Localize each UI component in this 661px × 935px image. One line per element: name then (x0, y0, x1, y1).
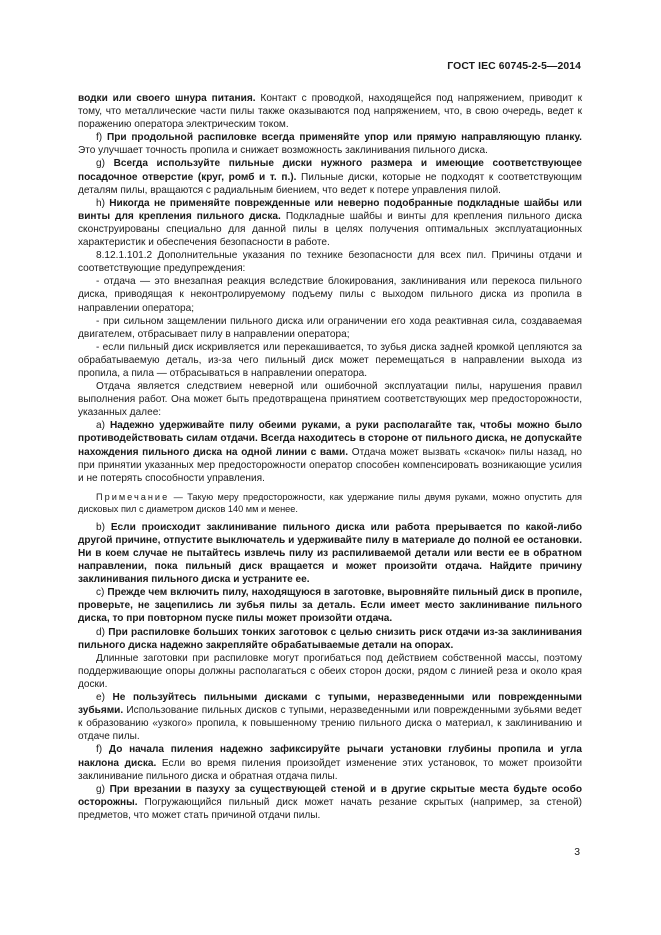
paragraph-kickback: Отдача является следствием неверной или ошибочной эксплуатации пилы, нарушения правил выполнения работ. Она может быть предотвращена принятием соответствующих мер предосторожности, указанных далее: (78, 381, 582, 419)
paragraph-a: a) Надежно удерживайте пилу обеими руками, а руки располагайте так, чтобы можно было противодействовать силам отдачи. Всегда находитесь в стороне от пильного диска, не допускайте нахождения пильного диска на одной линии с вами. Отдача может вызвать «скачок» пилы назад, но при принятии указанных мер предосторожности оператор способен компенсировать возникающие усилия и не потерять способности управления. (78, 420, 583, 484)
paragraph-continuation: водки или своего шнура питания. Контакт с проводкой, находящейся под напряжением, приводит к тому, что металлические части пилы также оказываются под напряжением, что, в свою очередь, ведет к поражению оператора электрическим током. (78, 93, 582, 131)
document-body (78, 92, 582, 822)
list-item: - при сильном защемлении пильного диска или ограничении его хода реактивная сила, создаваемая двигателем, отбрасывает пилу в направлении оператора; (78, 315, 582, 340)
paragraph-d: d) При распиловке больших тонких заготовок с целью снизить риск отдачи из-за заклинивания пильного диска надежно закрепляйте обрабатываемые детали на опорах. (78, 626, 583, 651)
paragraph-g: g) Всегда используйте пильные диски нужного размера и имеющие соответствующее посадочное отверстие (круг, ромб и т. п.). Пильные диски, которые не подходят к соответствующим деталям пилы, вращаются с радиальным биением, что ведет к потере управления пилой. (78, 158, 582, 196)
list-item: - если пильный диск искривляется или перекашивается, то зубья диска задней кромкой цепляются за обрабатываемую деталь, из-за чего пильный диск может перемещаться в направлении выхода из пропила, а пила — отбрасываться в направлении оператора. (78, 341, 582, 379)
paragraph-long-workpieces: Длинные заготовки при распиловке могут прогибаться под действием собственной массы, поэтому поддерживающие опоры должны располагаться с обеих сторон доски, рядом с линией реза и около края доски. (78, 652, 582, 690)
paragraph-f2: f) До начала пиления надежно зафиксируйте рычаги установки глубины пропила и угла наклона диска. Если во время пиления произойдет изменение этих установок, то может произойти заклинивание пильного диска и обратная отдача пилы. (78, 744, 582, 782)
list-item: - отдача — это внезапная реакция вследствие блокирования, заклинивания или перекоса пильного диска, приводящая к неконтролируемому подъему пилы с выходом пильного диска из пропила в направлении оператора; (78, 276, 582, 314)
paragraph-h: h) Никогда не применяйте поврежденные или неверно подобранные подкладные шайбы или винты для крепления пильного диска. Подкладные шайбы и винты для крепления пильного диска сконструированы специально для данной пилы в целях получения оптимальных эксплуатационных характеристик и обеспечения безопасности в работе. (78, 197, 582, 249)
note: Примечание — Такую меру предосторожности, как удержание пилы двумя руками, можно опустить для дисковых пил с диаметром дисков 140 мм и менее. (78, 491, 582, 514)
paragraph-b: b) Если происходит заклинивание пильного диска или работа прерывается по какой-либо другой причине, отпустите выключатель и удерживайте пилу в материале до полной ее остановки. Ни в коем случае не пытайтесь извлечь пилу из распиливаемой детали или вести ее в обратном направлении, пока пильный диск вращается и может произойти отдача. Найдите причину заклинивания пильного диска и устраните ее. (78, 521, 582, 586)
paragraph-c: c) Прежде чем включить пилу, находящуюся в заготовке, выровняйте пильный диск в пропиле, проверьте, не зацепились ли зубья пилы за деталь. Если имеет место заклинивание пильного диска, то при повторном пуске пилы может произойти отдача. (78, 587, 583, 625)
standard-header: ГОСТ IEC 60745-2-5—2014 (447, 61, 581, 72)
paragraph-e: e) Не пользуйтесь пильными дисками с тупыми, неразведенными или поврежденными зубьями. Использование пильных дисков с тупыми, неразведенными или поврежденными зубьями ведет к образованию «узкого» пропила, к повышенному трению пильного диска о материал, к заклиниванию и отдаче пилы. (78, 692, 583, 743)
paragraph-clause: 8.12.1.101.2 Дополнительные указания по технике безопасности для всех пил. Причины отдачи и соответствующие предупреждения: (78, 250, 582, 275)
paragraph-f: f) При продольной распиловке всегда применяйте упор или прямую направляющую планку. Это улучшает точность пропила и снижает возможность заклинивания пильного диска. (78, 132, 582, 157)
paragraph-g2: g) При врезании в пазуху за существующей стеной и в другие скрытые места будьте особо осторожны. Погружающийся пильный диск может начать резание скрытых (например, за стеной) предметов, что может стать причиной отдачи пилы. (78, 783, 582, 821)
page-number: 3 (574, 847, 580, 858)
